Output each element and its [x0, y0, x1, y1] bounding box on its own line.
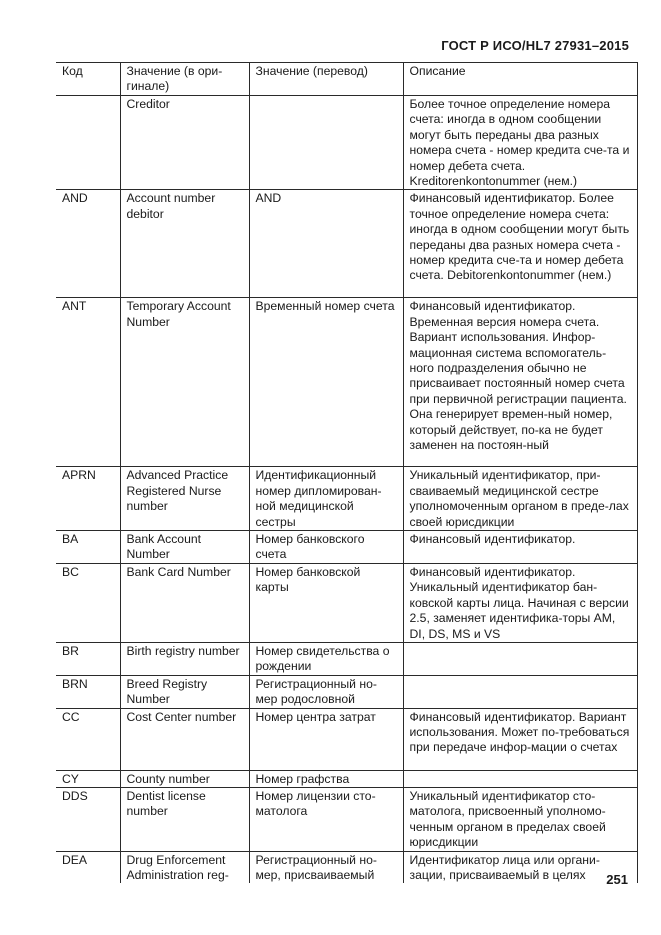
cell-translation: Номер лицензии сто-матолога — [249, 787, 403, 851]
table-row — [56, 96, 637, 190]
cell-code: BA — [56, 531, 120, 564]
cell-original: Temporary Account Number — [120, 298, 249, 467]
cell-description: Финансовый идентификатор. Более точное определение номера счета: иногда в одном сообщении могут быть переданы два разных номера счета - номер кредита сче-та и номер дебета счета. Debitorenkontonummer (нем.) — [403, 190, 637, 298]
cell-translation: Регистрационный но-мер, присваиваемый — [249, 851, 403, 883]
cell-original: Dentist license number — [120, 787, 249, 851]
cell-translation: Регистрационный но-мер родословной — [249, 675, 403, 708]
cell-original: County number — [120, 770, 249, 787]
cell-code — [56, 96, 120, 190]
table-row — [56, 642, 637, 675]
table-row — [56, 851, 637, 883]
column-header-description: Описание — [403, 63, 637, 96]
cell-description: Финансовый идентификатор. Временная версия номера счета. Вариант использования. Инфор-мационная система вспомогатель-ного подразделения обычно не присваивает постоянный номер счета при первичной регистрации пациента. Она генерирует времен-ный номер, который действует, по-ка не будет заменен на постоян-ный — [403, 298, 637, 467]
cell-original: Cost Center number — [120, 708, 249, 770]
cell-translation: Номер банковской карты — [249, 563, 403, 642]
cell-code: ANT — [56, 298, 120, 467]
cell-code: BRN — [56, 675, 120, 708]
cell-description: Уникальный идентификатор сто-матолога, присвоенный уполномо-ченным органом в пределах своей юрисдикции — [403, 787, 637, 851]
table-row — [56, 563, 637, 642]
cell-translation: Идентификационный номер дипломирован-ной медицинской сестры — [249, 467, 403, 531]
cell-original: Bank Account Number — [120, 531, 249, 564]
cell-translation: AND — [249, 190, 403, 298]
page-number: 251 — [606, 872, 628, 887]
cell-original: Creditor — [120, 96, 249, 190]
column-header-original: Значение (в ори-гинале) — [120, 63, 249, 96]
cell-code: AND — [56, 190, 120, 298]
table-row — [56, 770, 637, 787]
cell-code: APRN — [56, 467, 120, 531]
cell-original: Account number debitor — [120, 190, 249, 298]
cell-description — [403, 770, 637, 787]
cell-description: Более точное определение номера счета: иногда в одном сообщении могут быть переданы два разных номера счета - номер кредита сче-та и номер дебета счета. Kreditorenkontonummer (нем.) — [403, 96, 637, 190]
cell-original: Drug Enforcement Administration reg- — [120, 851, 249, 883]
cell-code: DEA — [56, 851, 120, 883]
table-row — [56, 298, 637, 467]
cell-description — [403, 675, 637, 708]
code-table — [56, 62, 638, 883]
cell-description: Уникальный идентификатор, при-сваиваемый медицинской сестре уполномоченным органом в преде-лах своей юрисдикции — [403, 467, 637, 531]
cell-translation: Временный номер счета — [249, 298, 403, 467]
table-row — [56, 467, 637, 531]
column-header-code: Код — [56, 63, 120, 96]
cell-code: BR — [56, 642, 120, 675]
cell-original: Advanced Practice Registered Nurse number — [120, 467, 249, 531]
cell-description — [403, 642, 637, 675]
cell-code: BC — [56, 563, 120, 642]
cell-description: Идентификатор лица или органи-зации, присваиваемый в целях — [403, 851, 637, 883]
column-header-translation: Значение (перевод) — [249, 63, 403, 96]
table-row — [56, 787, 637, 851]
table-row — [56, 190, 637, 298]
cell-description: Финансовый идентификатор. Вариант использования. Может по-требоваться при передаче инфор-мации о счетах — [403, 708, 637, 770]
cell-code: CY — [56, 770, 120, 787]
cell-translation: Номер банковского счета — [249, 531, 403, 564]
cell-description: Финансовый идентификатор. — [403, 531, 637, 564]
cell-code: CC — [56, 708, 120, 770]
cell-original: Breed Registry Number — [120, 675, 249, 708]
cell-description: Финансовый идентификатор. Уникальный идентификатор бан-ковской карты лица. Начиная с версии 2.5, заменяет идентифика-торы AM, DI, DS, MS и VS — [403, 563, 637, 642]
cell-translation: Номер центра затрат — [249, 708, 403, 770]
table-header-row — [56, 63, 637, 96]
table-row — [56, 708, 637, 770]
cell-translation: Номер графства — [249, 770, 403, 787]
cell-translation: Номер свидетельства о рождении — [249, 642, 403, 675]
cell-translation — [249, 96, 403, 190]
cell-code: DDS — [56, 787, 120, 851]
table-row — [56, 675, 637, 708]
cell-original: Bank Card Number — [120, 563, 249, 642]
document-header: ГОСТ Р ИСО/HL7 27931–2015 — [441, 38, 629, 53]
table-row — [56, 531, 637, 564]
cell-original: Birth registry number — [120, 642, 249, 675]
